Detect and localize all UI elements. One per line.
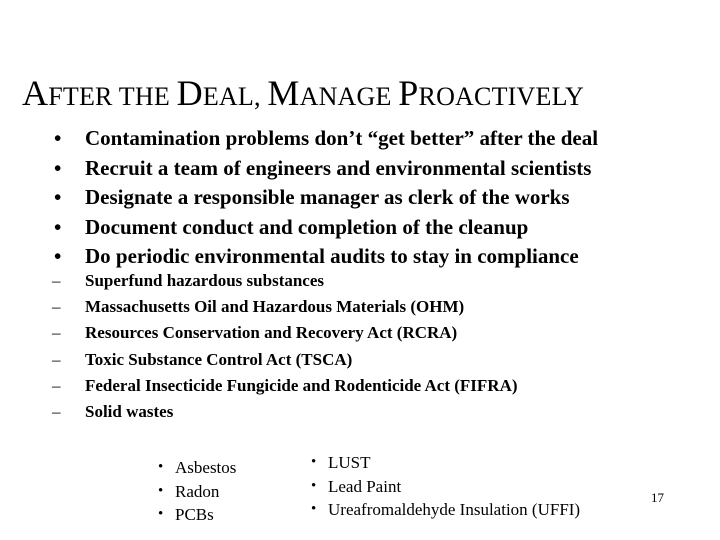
title-word-deal: EAL,	[202, 82, 268, 111]
sub-item-text: Solid wastes	[85, 401, 174, 421]
bullet-dot-icon: •	[158, 459, 164, 475]
dash-icon: –	[52, 375, 61, 395]
dash-icon: –	[52, 401, 61, 421]
sub-item-text: Toxic Substance Control Act (TSCA)	[85, 349, 353, 369]
list-item-text: Lead Paint	[328, 476, 402, 496]
title-word-proactively: ROACTIVELY	[418, 82, 585, 111]
bullet-dot-icon: •	[158, 482, 164, 499]
sub-item-text: Massachusetts Oil and Hazardous Materials (OHM)	[85, 297, 465, 317]
sub-item-text: Superfund hazardous substances	[85, 271, 325, 290]
list-item-text: Ureafromaldehyde Insulation (UFFI)	[328, 500, 581, 519]
dash-icon: –	[52, 323, 61, 343]
bullet-text: Do periodic environmental audits to stay in compliance	[85, 244, 579, 268]
sub-item-text: Resources Conservation and Recovery Act (RCRA)	[85, 323, 458, 343]
list-item-text: Radon	[175, 481, 220, 501]
page-number: 17	[651, 490, 664, 505]
title-initial-a: A	[22, 73, 49, 113]
bullet-dot-icon: •	[54, 214, 62, 239]
dash-icon: –	[52, 271, 61, 290]
dash-icon: –	[52, 297, 61, 317]
title-word-after: FTER THE	[48, 82, 177, 111]
bullet-text: Recruit a team of engineers and environmental scientists	[85, 155, 592, 180]
bullet-dot-icon: •	[311, 454, 317, 470]
title-initial-p: P	[398, 73, 419, 113]
bullet-dot-icon: •	[158, 506, 164, 522]
title-initial-m: M	[267, 73, 300, 113]
bullet-text: Contamination problems don’t “get better” after the deal	[85, 126, 599, 150]
slide-title	[22, 72, 584, 114]
list-item-text: LUST	[328, 453, 371, 472]
bullet-dot-icon: •	[54, 185, 62, 209]
bullet-dot-icon: •	[311, 501, 317, 517]
list-item-text: Asbestos	[175, 458, 237, 477]
dash-icon: –	[52, 349, 61, 369]
bullet-text: Designate a responsible manager as clerk of the works	[85, 185, 570, 209]
bullet-dot-icon: •	[54, 244, 62, 268]
sub-item-text: Federal Insecticide Fungicide and Rodenticide Act (FIFRA)	[85, 375, 518, 395]
title-initial-d: D	[176, 73, 203, 113]
bullet-dot-icon: •	[311, 477, 317, 494]
bullet-dot-icon: •	[54, 155, 62, 180]
list-item-text: PCBs	[175, 505, 214, 524]
title-word-manage: ANAGE	[299, 82, 399, 111]
bullet-dot-icon: •	[54, 126, 62, 150]
bullet-text: Document conduct and completion of the cleanup	[85, 214, 529, 239]
